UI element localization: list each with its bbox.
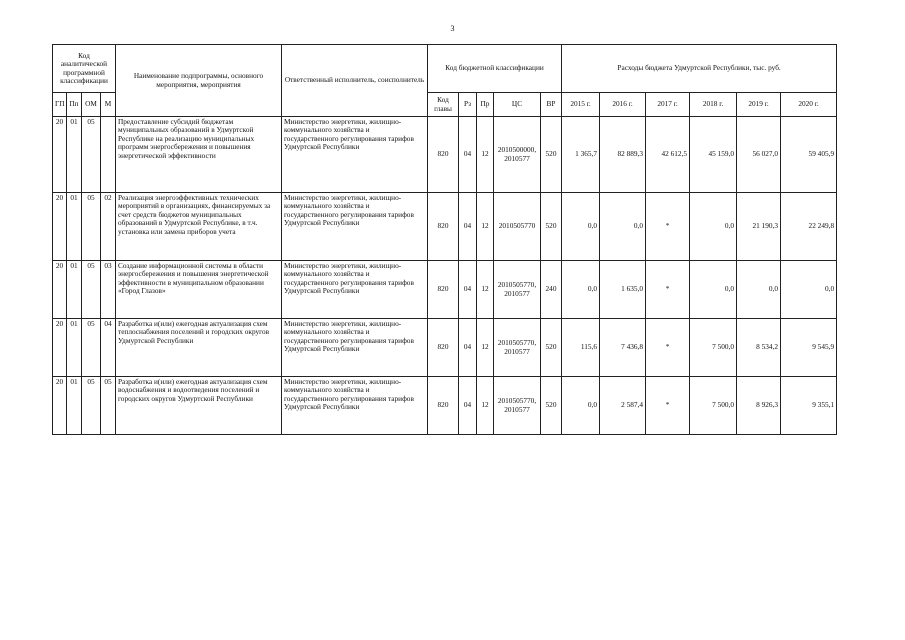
- year-2015-header: 2015 г.: [562, 93, 600, 117]
- executor-cell: Министерство энергетики, жилищно-коммунального хозяйства и государственного регулирования тарифов Удмуртской Республики: [282, 319, 428, 377]
- pr-cell: 12: [477, 377, 494, 435]
- cs-header: ЦС: [494, 93, 541, 117]
- gp-cell: 20: [53, 319, 67, 377]
- gp-cell: 20: [53, 261, 67, 319]
- vr-cell: 520: [541, 377, 562, 435]
- cs-cell: 2010500000, 2010577: [494, 117, 541, 193]
- kod-glavy-cell: 820: [428, 377, 459, 435]
- rz-cell: 04: [459, 117, 477, 193]
- vr-cell: 240: [541, 261, 562, 319]
- pp-cell: 01: [67, 193, 82, 261]
- kod-glavy-header: Код главы: [428, 93, 459, 117]
- value-2019-cell: 8 534,2: [737, 319, 781, 377]
- year-2019-header: 2019 г.: [737, 93, 781, 117]
- rz-cell: 04: [459, 193, 477, 261]
- expenses-header: Расходы бюджета Удмуртской Республики, тыс. руб.: [562, 45, 837, 93]
- rz-cell: 04: [459, 319, 477, 377]
- value-2018-cell: 0,0: [690, 193, 737, 261]
- value-2016-cell: 7 436,8: [600, 319, 646, 377]
- vr-cell: 520: [541, 319, 562, 377]
- value-2015-cell: 0,0: [562, 377, 600, 435]
- value-2019-cell: 8 926,3: [737, 377, 781, 435]
- executor-cell: Министерство энергетики, жилищно-коммунального хозяйства и государственного регулирования тарифов Удмуртской Республики: [282, 377, 428, 435]
- pp-cell: 01: [67, 377, 82, 435]
- value-2017-cell: 42 612,5: [646, 117, 690, 193]
- kod-glavy-cell: 820: [428, 117, 459, 193]
- m-cell: 04: [101, 319, 116, 377]
- pp-header: Пп: [67, 93, 82, 117]
- vr-header: ВР: [541, 93, 562, 117]
- name-cell: Создание информационной системы в области энергосбережения и повышения энергетической эффективности в муниципальном образовании «Город Глазов»: [116, 261, 282, 319]
- table-row: [53, 319, 837, 377]
- value-2017-cell: *: [646, 377, 690, 435]
- gp-cell: 20: [53, 117, 67, 193]
- m-cell: [101, 117, 116, 193]
- om-cell: 05: [82, 377, 101, 435]
- gp-header: ГП: [53, 93, 67, 117]
- value-2019-cell: 0,0: [737, 261, 781, 319]
- vr-cell: 520: [541, 117, 562, 193]
- kod-glavy-cell: 820: [428, 193, 459, 261]
- value-2019-cell: 56 027,0: [737, 117, 781, 193]
- pp-cell: 01: [67, 117, 82, 193]
- value-2016-cell: 2 587,4: [600, 377, 646, 435]
- value-2016-cell: 82 889,3: [600, 117, 646, 193]
- value-2015-cell: 1 365,7: [562, 117, 600, 193]
- budget-code-header: Код бюджетной классификации: [428, 45, 562, 93]
- executor-header: Ответственный исполнитель, соисполнитель: [282, 45, 428, 117]
- page-number: 3: [450, 24, 455, 33]
- rz-header: Рз: [459, 93, 477, 117]
- table-row: [53, 261, 837, 319]
- year-2016-header: 2016 г.: [600, 93, 646, 117]
- cs-cell: 2010505770, 2010577: [494, 377, 541, 435]
- analytic-code-header: Код аналитической программной классификации: [53, 45, 116, 93]
- name-cell: Реализация энергоэффективных технических мероприятий в организациях, финансируемых за счет средств бюджетов муниципальных образований в Удмуртской Республике, в т.ч. установка или замена приборов учета: [116, 193, 282, 261]
- executor-cell: Министерство энергетики, жилищно-коммунального хозяйства и государственного регулирования тарифов Удмуртской Республики: [282, 261, 428, 319]
- m-cell: 05: [101, 377, 116, 435]
- pr-header: Пр: [477, 93, 494, 117]
- value-2017-cell: *: [646, 261, 690, 319]
- cs-cell: 2010505770: [494, 193, 541, 261]
- value-2020-cell: 9 545,9: [781, 319, 837, 377]
- m-cell: 03: [101, 261, 116, 319]
- name-cell: Разработка и(или) ежегодная актуализация схем теплоснабжения поселений и городских округов Удмуртской Республики: [116, 319, 282, 377]
- pr-cell: 12: [477, 319, 494, 377]
- kod-glavy-cell: 820: [428, 319, 459, 377]
- om-cell: 05: [82, 261, 101, 319]
- value-2016-cell: 0,0: [600, 193, 646, 261]
- m-cell: 02: [101, 193, 116, 261]
- gp-cell: 20: [53, 193, 67, 261]
- value-2015-cell: 0,0: [562, 193, 600, 261]
- kod-glavy-cell: 820: [428, 261, 459, 319]
- value-2018-cell: 45 159,0: [690, 117, 737, 193]
- rz-cell: 04: [459, 261, 477, 319]
- om-header: ОМ: [82, 93, 101, 117]
- cs-cell: 2010505770, 2010577: [494, 261, 541, 319]
- value-2016-cell: 1 635,0: [600, 261, 646, 319]
- name-header: Наименование подпрограммы, основного мероприятия, мероприятия: [116, 45, 282, 117]
- year-2018-header: 2018 г.: [690, 93, 737, 117]
- om-cell: 05: [82, 117, 101, 193]
- value-2015-cell: 0,0: [562, 261, 600, 319]
- value-2019-cell: 21 190,3: [737, 193, 781, 261]
- table-row: [53, 193, 837, 261]
- budget-table: [52, 44, 837, 435]
- om-cell: 05: [82, 319, 101, 377]
- value-2020-cell: 59 405,9: [781, 117, 837, 193]
- executor-cell: Министерство энергетики, жилищно-коммунального хозяйства и государственного регулирования тарифов Удмуртской Республики: [282, 193, 428, 261]
- pr-cell: 12: [477, 193, 494, 261]
- value-2017-cell: *: [646, 319, 690, 377]
- pp-cell: 01: [67, 319, 82, 377]
- value-2018-cell: 0,0: [690, 261, 737, 319]
- table-row: [53, 117, 837, 193]
- value-2018-cell: 7 500,0: [690, 377, 737, 435]
- m-header: М: [101, 93, 116, 117]
- table-row: [53, 377, 837, 435]
- value-2020-cell: 9 355,1: [781, 377, 837, 435]
- value-2018-cell: 7 500,0: [690, 319, 737, 377]
- pr-cell: 12: [477, 117, 494, 193]
- year-2020-header: 2020 г.: [781, 93, 837, 117]
- pr-cell: 12: [477, 261, 494, 319]
- gp-cell: 20: [53, 377, 67, 435]
- value-2015-cell: 115,6: [562, 319, 600, 377]
- value-2017-cell: *: [646, 193, 690, 261]
- name-cell: Предоставление субсидий бюджетам муниципальных образований в Удмуртской Республике на реализацию муниципальных программ энергосбережения и повышения энергетической эффективности: [116, 117, 282, 193]
- name-cell: Разработка и(или) ежегодная актуализация схем водоснабжения и водоотведения поселений и городских округов Удмуртской Республики: [116, 377, 282, 435]
- om-cell: 05: [82, 193, 101, 261]
- executor-cell: Министерство энергетики, жилищно-коммунального хозяйства и государственного регулирования тарифов Удмуртской Республики: [282, 117, 428, 193]
- cs-cell: 2010505770, 2010577: [494, 319, 541, 377]
- value-2020-cell: 22 249,8: [781, 193, 837, 261]
- value-2020-cell: 0,0: [781, 261, 837, 319]
- rz-cell: 04: [459, 377, 477, 435]
- year-2017-header: 2017 г.: [646, 93, 690, 117]
- pp-cell: 01: [67, 261, 82, 319]
- vr-cell: 520: [541, 193, 562, 261]
